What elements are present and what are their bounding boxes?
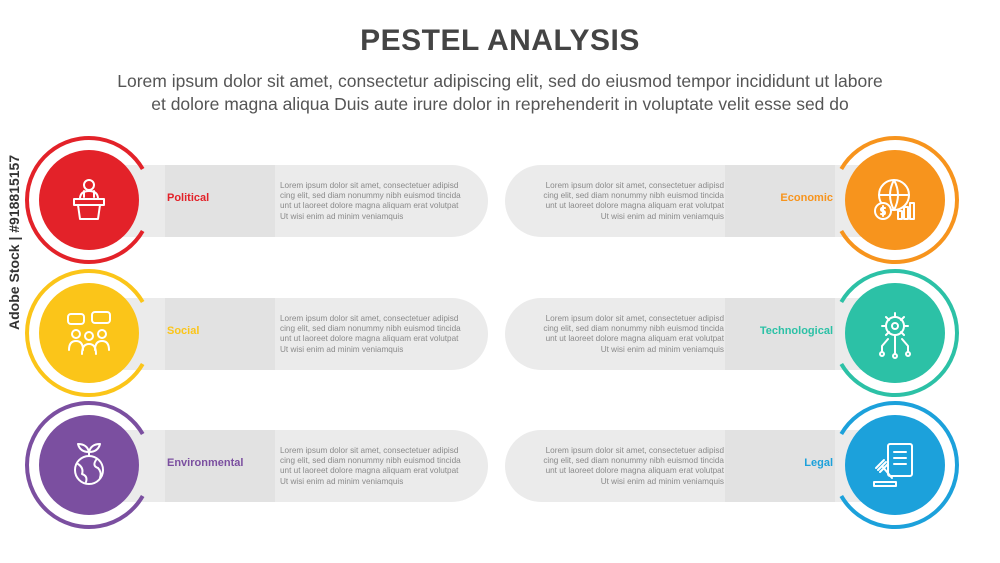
page-subtitle (40, 70, 960, 116)
item-description: Lorem ipsum dolor sit amet, consectetuer adipisd cing elit, sed diam nonummy nibh euismod tincida unt ut laoreet dolore magna aliquam erat volutpat Ut wisi enim ad minim veniamquis (280, 314, 461, 354)
item-description: Lorem ipsum dolor sit amet, consectetuer adipisd cing elit, sed diam nonummy nibh euismod tincida unt ut laoreet dolore magna aliquam erat volutpat Ut wisi enim ad minim veniamquis (280, 181, 461, 221)
page-title: PESTEL ANALYSIS (360, 24, 640, 57)
item-bar (105, 430, 488, 502)
item-label: Social (167, 325, 200, 337)
pestel-item-legal (505, 395, 965, 535)
gavel-document-icon (868, 438, 922, 492)
item-circle (825, 130, 965, 270)
people-chat-icon (62, 306, 116, 360)
item-label: Political (167, 192, 210, 204)
item-description: Lorem ipsum dolor sit amet, consectetuer adipisd cing elit, sed diam nonummy nibh euismod tincida unt ut laoreet dolore magna aliquam erat volutpat Ut wisi enim ad minim veniamquis (280, 446, 461, 486)
pestel-item-social (35, 263, 495, 403)
item-label: Economic (780, 192, 833, 204)
item-bar (105, 165, 488, 237)
item-description: Lorem ipsum dolor sit amet, consectetuer adipisd cing elit, sed diam nonummy nibh euismod tincida unt ut laoreet dolore magna aliquam erat volutpat Ut wisi enim ad minim veniamquis (543, 446, 724, 486)
pestel-item-political (35, 130, 495, 270)
globe-dollar-chart-icon (868, 173, 922, 227)
stock-watermark: Adobe Stock | #918815157 (6, 154, 22, 330)
item-circle (19, 395, 159, 535)
item-label: Legal (804, 457, 833, 469)
pestel-item-technological (505, 263, 965, 403)
item-circle (19, 130, 159, 270)
item-circle (19, 263, 159, 403)
earth-leaf-icon (62, 438, 116, 492)
podium-speaker-icon (62, 173, 116, 227)
item-bar (105, 298, 488, 370)
item-circle (825, 263, 965, 403)
item-circle (825, 395, 965, 535)
gear-circuit-icon (868, 306, 922, 360)
item-label: Technological (759, 325, 833, 337)
pestel-item-economic (505, 130, 965, 270)
pestel-item-environmental (35, 395, 495, 535)
item-description: Lorem ipsum dolor sit amet, consectetuer adipisd cing elit, sed diam nonummy nibh euismod tincida unt ut laoreet dolore magna aliquam erat volutpat Ut wisi enim ad minim veniamquis (543, 314, 724, 354)
subtitle-line-1: Lorem ipsum dolor sit amet, consectetur adipiscing elit, sed do eiusmod tempor incididunt ut labore (117, 71, 883, 91)
item-label: Environmental (167, 457, 244, 469)
subtitle-line-2: et dolore magna aliqua Duis aute irure dolor in reprehenderit in voluptate velit esse sed do (151, 94, 849, 114)
item-description: Lorem ipsum dolor sit amet, consectetuer adipisd cing elit, sed diam nonummy nibh euismod tincida unt ut laoreet dolore magna aliquam erat volutpat Ut wisi enim ad minim veniamquis (543, 181, 724, 221)
